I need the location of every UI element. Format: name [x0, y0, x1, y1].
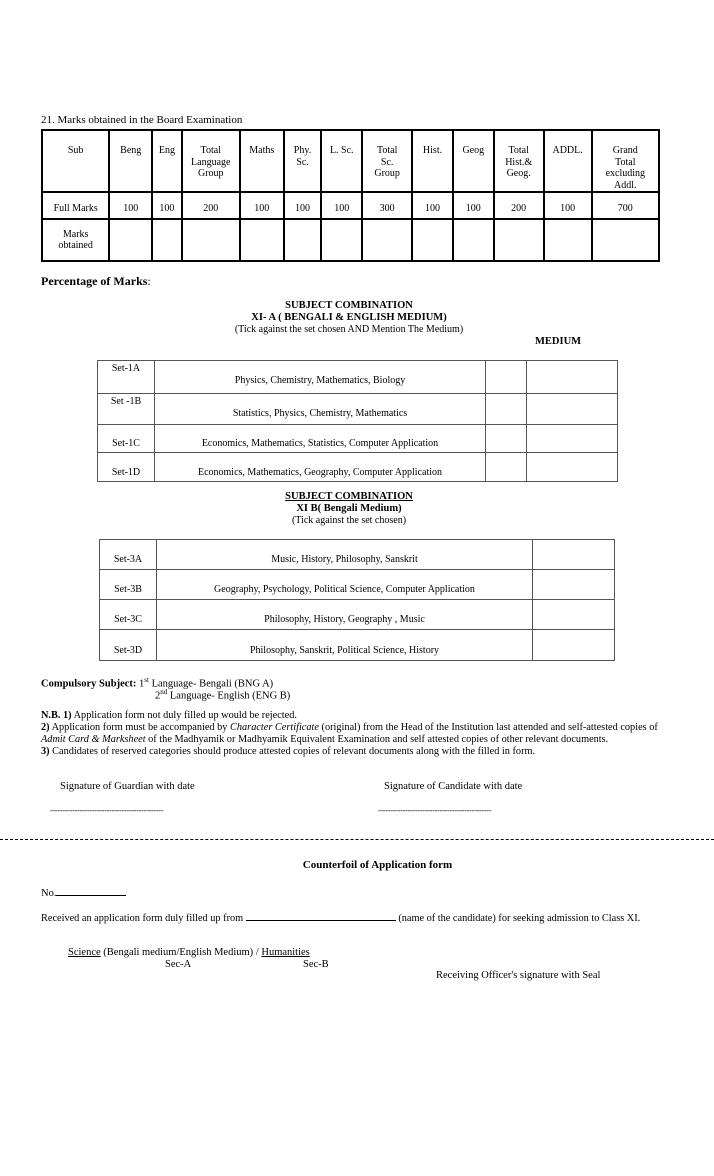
science-label[interactable]: Science — [68, 947, 101, 958]
tick-box[interactable] — [486, 453, 527, 482]
full-marks-cell: 100 — [240, 192, 284, 219]
first-language: Language- Bengali (BNG A) — [148, 678, 274, 690]
section-21-title: 21. Marks obtained in the Board Examination — [41, 114, 243, 126]
tick-box[interactable] — [533, 600, 615, 630]
candidate-name-field[interactable] — [246, 911, 396, 921]
full-marks-cell: 100 — [544, 192, 592, 219]
guardian-signature-line[interactable]: ---------------------------------------------- — [50, 806, 164, 815]
tick-box[interactable] — [486, 394, 527, 425]
percentage-label: Percentage of Marks — [41, 274, 148, 288]
receiving-officer-signature: Receiving Officer's signature with Seal — [436, 970, 601, 981]
marks-input-cell[interactable] — [152, 219, 182, 261]
header-cell: Eng — [152, 130, 182, 192]
percentage-colon: : — [147, 274, 151, 288]
set-code: Set-1C — [98, 425, 155, 453]
compulsory-label: Compulsory Subject — [41, 678, 133, 690]
header-cell: Beng — [109, 130, 152, 192]
percentage-of-marks — [41, 274, 151, 289]
marks-input-cell[interactable] — [453, 219, 494, 261]
full-marks-cell: 100 — [453, 192, 494, 219]
second-language-num: 2 — [155, 690, 161, 702]
first-language-num: 1 — [139, 678, 145, 690]
tick-box[interactable] — [533, 540, 615, 570]
set-subjects: Physics, Chemistry, Mathematics, Biology — [155, 361, 486, 394]
marks-input-cell[interactable] — [182, 219, 240, 261]
xia-subtitle: XI- A ( BENGALI & ENGLISH MEDIUM) — [251, 312, 447, 323]
nb-notes — [41, 710, 666, 758]
header-cell: Sub — [42, 130, 109, 192]
header-cell: Total Hist.& Geog. — [494, 130, 544, 192]
xib-set-row — [100, 540, 615, 570]
marks-input-cell[interactable] — [412, 219, 453, 261]
xib-title: SUBJECT COMBINATION — [285, 491, 413, 502]
xib-subtitle: XI B( Bengali Medium) — [296, 503, 402, 514]
xib-instruction: (Tick against the set chosen) — [291, 515, 407, 526]
full-marks-row — [42, 192, 659, 219]
full-marks-cell: 100 — [284, 192, 322, 219]
header-cell: Grand Total excluding Addl. — [592, 130, 659, 192]
xia-set-row — [98, 394, 618, 425]
medium-label: MEDIUM — [535, 336, 582, 347]
xia-set-row — [98, 453, 618, 482]
second-language: Language- English (ENG B) — [167, 690, 291, 702]
header-cell: Geog — [453, 130, 494, 192]
humanities-label[interactable]: Humanities — [261, 947, 310, 958]
set-subjects: Geography, Psychology, Political Science, Computer Application — [157, 570, 533, 600]
marks-input-cell[interactable] — [284, 219, 322, 261]
candidate-signature-line[interactable]: ---------------------------------------------- — [378, 806, 492, 815]
full-marks-cell: 100 — [152, 192, 182, 219]
header-cell: L. Sc. — [321, 130, 362, 192]
sec-a-label: Sec-A — [165, 959, 192, 970]
set-subjects: Philosophy, History, Geography , Music — [157, 600, 533, 630]
xia-set-row — [98, 361, 618, 394]
full-marks-cell: 200 — [182, 192, 240, 219]
marks-input-cell[interactable] — [592, 219, 659, 261]
medium-box[interactable] — [527, 361, 618, 394]
marks-header-row — [42, 130, 659, 192]
xib-sets-table — [99, 539, 615, 661]
full-marks-cell: 200 — [494, 192, 544, 219]
set-code: Set-3C — [100, 600, 157, 630]
nb-note-3: 3) Candidates of reserved categories should produce attested copies of relevant documents along with the filled in form. — [41, 746, 536, 757]
marks-table — [41, 129, 660, 262]
marks-obtained-label: Marks obtained — [42, 219, 109, 261]
stream-line: Science (Bengali medium/English Medium) / Humanities — [68, 947, 310, 958]
nb-note-1: N.B. 1) Application form not duly filled up would be rejected. — [41, 710, 297, 721]
xib-set-row — [100, 570, 615, 600]
xia-set-row — [98, 425, 618, 453]
tick-box[interactable] — [533, 570, 615, 600]
second-language-sup: nd — [160, 688, 168, 696]
set-code: Set-3A — [100, 540, 157, 570]
header-cell: Phy. Sc. — [284, 130, 322, 192]
set-subjects: Economics, Mathematics, Geography, Computer Application — [155, 453, 486, 482]
full-marks-cell: 100 — [109, 192, 152, 219]
medium-box[interactable] — [527, 453, 618, 482]
tick-box[interactable] — [486, 425, 527, 453]
xia-instruction: (Tick against the set chosen AND Mention The Medium) — [234, 324, 464, 335]
marks-input-cell[interactable] — [321, 219, 362, 261]
set-subjects: Music, History, Philosophy, Sanskrit — [157, 540, 533, 570]
received-statement: Received an application form duly filled up from (name of the candidate) for seeking admission to Class XI. — [41, 913, 641, 924]
first-language-sup: st — [144, 676, 149, 684]
candidate-signature-label: Signature of Candidate with date — [384, 781, 523, 792]
header-cell: Hist. — [412, 130, 453, 192]
counterfoil-no — [41, 886, 126, 899]
tick-box[interactable] — [486, 361, 527, 394]
set-subjects: Economics, Mathematics, Statistics, Computer Application — [155, 425, 486, 453]
set-subjects: Statistics, Physics, Chemistry, Mathematics — [155, 394, 486, 425]
medium-box[interactable] — [527, 394, 618, 425]
set-code: Set-1D — [98, 453, 155, 482]
header-cell: ADDL. — [544, 130, 592, 192]
set-subjects: Philosophy, Sanskrit, Political Science, History — [157, 630, 533, 661]
guardian-signature-label: Signature of Guardian with date — [60, 781, 195, 792]
full-marks-label: Full Marks — [42, 192, 109, 219]
set-code: Set-3D — [100, 630, 157, 661]
xia-title: SUBJECT COMBINATION — [285, 300, 413, 311]
nb-note-2: 2) Application form must be accompanied by Character Certificate (original) from the Head of the Institution last attended and self-attested copies of Admit Card & Marksheet of the Madhyamik or Madhyamik Equivalent Examination and self attested copies of other relevant documents. — [41, 722, 658, 745]
cut-line — [0, 839, 714, 840]
compulsory-subject: Compulsory Subject: 1st Language- Bengali (BNG A) — [41, 676, 274, 690]
set-code: Set-3B — [100, 570, 157, 600]
marks-input-cell[interactable] — [362, 219, 412, 261]
xia-sets-table — [97, 360, 618, 482]
marks-input-cell[interactable] — [109, 219, 152, 261]
set-code: Set-1A — [98, 361, 155, 394]
header-cell: Total Language Group — [182, 130, 240, 192]
marks-obtained-row — [42, 219, 659, 261]
marks-input-cell[interactable] — [544, 219, 592, 261]
full-marks-cell: 300 — [362, 192, 412, 219]
xib-set-row — [100, 600, 615, 630]
no-label: No. — [41, 888, 57, 899]
header-cell: Total Sc. Group — [362, 130, 412, 192]
header-cell: Maths — [240, 130, 284, 192]
marks-input-cell[interactable] — [240, 219, 284, 261]
medium-box[interactable] — [527, 425, 618, 453]
full-marks-cell: 100 — [412, 192, 453, 219]
sec-b-label: Sec-B — [303, 959, 329, 970]
set-code: Set -1B — [98, 394, 155, 425]
marks-input-cell[interactable] — [494, 219, 544, 261]
counterfoil-title: Counterfoil of Application form — [302, 859, 453, 871]
full-marks-cell: 100 — [321, 192, 362, 219]
no-field[interactable] — [56, 886, 126, 896]
full-marks-cell: 700 — [592, 192, 659, 219]
second-language-line — [155, 686, 290, 703]
tick-box[interactable] — [533, 630, 615, 661]
xib-set-row — [100, 630, 615, 661]
